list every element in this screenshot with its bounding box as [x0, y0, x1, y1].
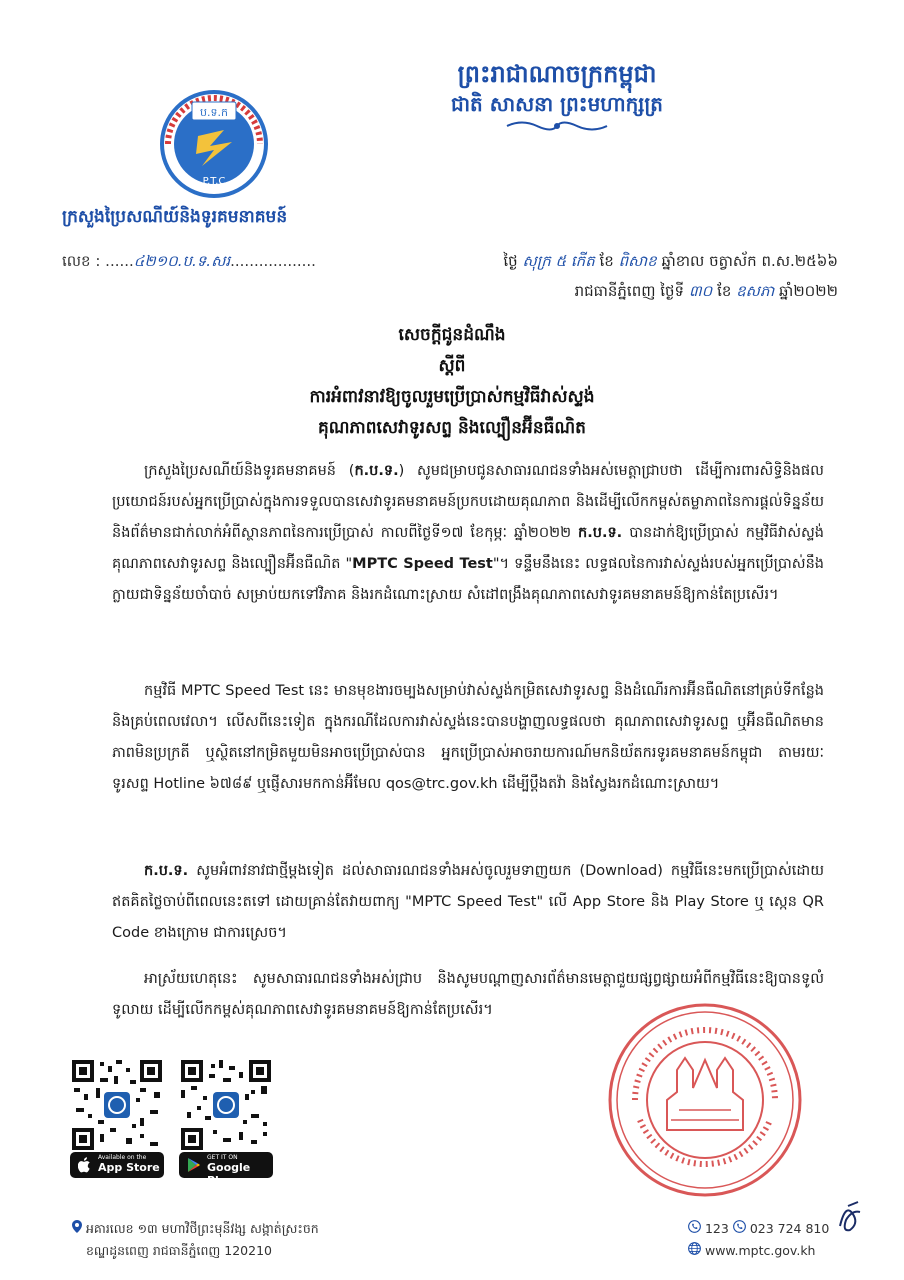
paragraph-3: [112, 856, 824, 949]
p3-abbrev: ក.ប.ទ.: [144, 863, 189, 879]
phone-line: [688, 1218, 829, 1240]
ministry-name: ក្រសួងប្រៃសណីយ៍និងទូរគមនាគមន៍: [62, 207, 288, 227]
reference-value: ៤២១០.ប.ទ.សរ: [133, 252, 231, 270]
p4-text: អាស្រ័យហេតុនេះ សូមសាធារណជនទាំងអស់ជ្រាប និងសូមបណ្តាញសារព័ត៌មានមេត្តាជួយផ្សព្វផ្សាយអំពីកម្មវិធីនេះឱ្យបានទូលំទូលាយ ដើម្បីលើកកម្ពស់គុណភាពសេវាទូរគមនាគមន៍ឱ្យកាន់តែប្រសើរ។: [112, 971, 824, 1018]
address-text-1: អគារលេខ ១៣ មហាវិថីព្រះមុនីវង្ស សង្កាត់ស្រះចក: [85, 1221, 319, 1236]
p1-text-a: ក្រសួងប្រៃសណីយ៍និងទូរគមនាគមន៍ (: [144, 463, 355, 479]
qr-code-app-store[interactable]: [70, 1058, 164, 1152]
logo-text-bottom: P.T.C: [202, 176, 226, 187]
phone-icon: [733, 1220, 746, 1233]
logo-text-top: ប.ទ.ក: [200, 106, 228, 119]
phone-short: 123: [704, 1221, 729, 1236]
phone-number: 023 724 810: [749, 1221, 830, 1236]
lunar-day: សុក្រ ៥ កើត: [522, 252, 595, 270]
app-store-large: App Store: [98, 1161, 160, 1174]
website-line: [688, 1240, 829, 1262]
kingdom-heading: [0, 58, 904, 137]
app-store-badge[interactable]: [70, 1152, 164, 1178]
ministry-logo: [158, 88, 270, 200]
lunar-month: ពិសាខ: [618, 252, 657, 270]
p1-abbrev-2: ក.ប.ទ.: [578, 525, 623, 541]
kingdom-title: ព្រះរាជាណាចក្រកម្ពុជា: [457, 60, 657, 88]
website-link[interactable]: www.mptc.gov.kh: [704, 1243, 816, 1258]
app-store-small: Available on the: [98, 1154, 147, 1161]
ornament-divider: [502, 119, 612, 133]
p1-app-name: MPTC Speed Test: [352, 556, 493, 572]
reference-label: លេខ :: [62, 252, 101, 270]
notice-subject-line1: ការអំពាវនាវឱ្យចូលរួមប្រើប្រាស់កម្មវិធីវាស់ស្ទង់: [309, 387, 595, 407]
solar-day: ៣០: [688, 282, 713, 300]
address-line-2: ខណ្ឌដូនពេញ រាជធានីភ្នំពេញ 120210: [86, 1243, 272, 1258]
paragraph-2: [112, 676, 824, 800]
phone-icon: [688, 1220, 701, 1233]
address-line-1: [72, 1218, 319, 1240]
solar-date: [575, 282, 838, 304]
footer-address: [72, 1218, 319, 1262]
google-play-large: Google Play: [207, 1161, 251, 1187]
notice-title: សេចក្តីជូនដំណឹង: [398, 325, 506, 345]
solar-year: ឆ្នាំ២០២២: [779, 282, 838, 300]
p3-text: សូមអំពាវនាវជាថ្មីម្តងទៀត ដល់សាធារណជនទាំងអស់ចូលរួមទាញយក (Download) កម្មវិធីនេះមកប្រើប្រាស់ដោយឥតគិតថ្លៃចាប់ពីពេលនេះតទៅ ដោយគ្រាន់តែវាយពាក្យ "MPTC Speed Test" លើ App Store និង Play Store ឬ ស្កេន QR Code ខាងក្រោម ជាការស្រេច។: [112, 863, 824, 941]
official-seal: [605, 1000, 805, 1200]
p2-text: កម្មវិធី MPTC Speed Test នេះ មានមុខងារចម្បងសម្រាប់វាស់ស្ទង់កម្រិតសេវាទូរសព្ទ និងដំណើរការអ៊ីនធឺណិតនៅគ្រប់ទីកន្លែងនិងគ្រប់ពេលវេលា។ លើសពីនេះទៀត ក្នុងករណីដែលការវាស់ស្ទង់នេះបានបង្ហាញលទ្ធផលថា គុណភាពសេវាទូរសព្ទ ឬអ៊ីនធឺណិតមានភាពមិនប្រក្រតី ឬស្ថិតនៅកម្រិតមួយមិនអាចប្រើប្រាស់បាន អ្នកប្រើប្រាស់អាចរាយការណ៍មកនិយ័តករទូរគមនាគមន៍កម្ពុជា តាមរយៈទូរសព្ទ Hotline ៦៧៨៩ ឬផ្ញើសារមកកាន់អ៊ីមែល qos@trc.gov.kh ដើម្បីប្តឹងតវ៉ា និងស្វែងរកដំណោះស្រាយ។: [112, 683, 824, 792]
lunar-prefix: ថ្ងៃ: [503, 252, 518, 270]
lunar-date: [503, 252, 838, 274]
google-play-small: GET IT ON: [207, 1154, 238, 1161]
lunar-month-label: ខែ: [599, 252, 614, 270]
kingdom-motto: ជាតិ សាសនា ព្រះមហាក្សត្រ: [451, 92, 663, 116]
p1-text-c: ) សូមជម្រាបជូនសាធារណជនទាំងអស់មេត្តាជ្រាបថា ដើម្បីការពារសិទ្ធិនិងផលប្រយោជន៍របស់អ្នកប្រើប្រាស់ក្នុងការទទួលបានសេវាទូរគមនាគមន៍ប្រកបដោយគុណភាព និងដើម្បីលើកកម្ពស់តម្លាភាពនៃការផ្តល់ទិន្នន័យនិងព័ត៌មានជាក់លាក់អំពីស្ថានភាពនៃការប្រើប្រាស់ កាលពីថ្ងៃទី១៧ ខែកុម្ភៈ ឆ្នាំ២០២២: [112, 463, 824, 541]
solar-month: ឧសភា: [736, 282, 775, 300]
reference-dots-right: ..................: [230, 252, 316, 270]
p1-text-e: បានដាក់ឱ្យប្រើប្រាស់ កម្មវិធីវាស់ស្ទង់គុណភាពសេវាទូរសព្ទ និងល្បឿនអ៊ីនធឺណិត ": [112, 525, 825, 572]
solar-prefix: រាជធានីភ្នំពេញ ថ្ងៃទី: [574, 282, 685, 300]
globe-icon: [688, 1242, 701, 1255]
location-pin-icon: [72, 1220, 82, 1233]
google-play-badge[interactable]: [179, 1152, 273, 1187]
solar-month-label: ខែ: [717, 282, 732, 300]
lunar-year: ឆ្នាំខាល ចត្វាស័ក ព.ស.២៥៦៦: [661, 252, 838, 270]
notice-titles: [0, 320, 904, 444]
p1-text-g: "។ ទន្ទឹមនឹងនេះ លទ្ធផលនៃការវាស់ស្ទង់របស់អ្នកប្រើប្រាស់នឹងក្លាយជាទិន្នន័យចាំបាច់ សម្រាប់យកទៅវិភាគ និងរកដំណោះស្រាយ សំដៅពង្រឹងគុណភាពសេវាទូរគមនាគមន៍ឱ្យកាន់តែប្រសើរ។: [112, 556, 825, 603]
google-play-icon: [187, 1157, 201, 1173]
signature: [836, 1196, 864, 1236]
p1-abbrev: ក.ប.ទ.: [354, 463, 399, 479]
reference-number: [62, 252, 316, 274]
qr-code-google-play[interactable]: [179, 1058, 273, 1152]
reference-dots-left: ......: [105, 252, 134, 270]
notice-subject-label: ស្តីពី: [438, 356, 466, 376]
apple-icon: [78, 1157, 92, 1173]
paragraph-1: [112, 456, 824, 611]
notice-subject-line2: គុណភាពសេវាទូរសព្ទ និងល្បឿនអ៊ីនធឺណិត: [318, 418, 586, 438]
footer-contact: [688, 1218, 829, 1262]
